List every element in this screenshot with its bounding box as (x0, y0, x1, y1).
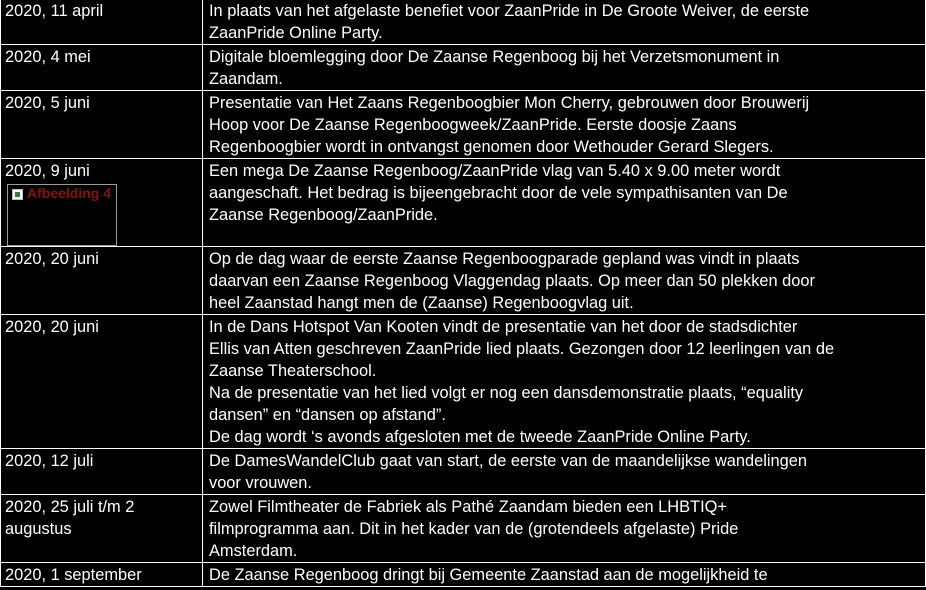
description-cell (203, 91, 926, 159)
date-text: 2020, 1 september (5, 566, 142, 584)
description-cell (203, 45, 926, 91)
table-row (1, 45, 926, 91)
description-cell (203, 247, 926, 315)
description-line: heel Zaanstad hangt men de (Zaanse) Regenboogvlag uit. (209, 294, 634, 312)
description-line: Hoop voor De Zaanse Regenboogweek/ZaanPride. Eerste doosje Zaans (209, 116, 737, 134)
date-text: 2020, 4 mei (5, 48, 91, 66)
date-text: 2020, 11 april (5, 2, 104, 20)
description-cell (203, 315, 926, 449)
description-line: dansen” en “dansen op afstand”. (209, 406, 446, 424)
description-line: Zaandam. (209, 70, 283, 88)
description-cell (203, 563, 926, 587)
date-cell (1, 495, 203, 563)
table-row (1, 0, 926, 45)
description-line: Presentatie van Het Zaans Regenboogbier Mon Cherry, gebrouwen door Brouwerij (209, 94, 810, 112)
description-line: Na de presentatie van het lied volgt er nog een dansdemonstratie plaats, “equality (209, 384, 804, 402)
table-row (1, 315, 926, 449)
date-text: 2020, 9 juni (5, 162, 90, 180)
description-line: ZaanPride Online Party. (209, 24, 383, 42)
description-line: Zaanse Theaterschool. (209, 362, 377, 380)
description-line: Een mega De Zaanse Regenboog/ZaanPride vlag van 5.40 x 9.00 meter wordt (209, 162, 781, 180)
description-line: De DamesWandelClub gaat van start, de eerste van de maandelijkse wandelingen (209, 452, 807, 470)
table-row (1, 159, 926, 247)
date-text: 2020, 20 juni (5, 318, 99, 336)
description-cell (203, 495, 926, 563)
date-text: 2020, 12 juli (5, 452, 94, 470)
description-line: Zaanse Regenboog/ZaanPride. (209, 206, 438, 224)
date-text: 2020, 5 juni (5, 94, 90, 112)
date-cell (1, 449, 203, 495)
description-line: voor vrouwen. (209, 474, 312, 492)
broken-image-placeholder (7, 184, 117, 246)
description-cell (203, 449, 926, 495)
description-line: Amsterdam. (209, 542, 298, 560)
description-cell (203, 0, 926, 45)
table-row (1, 495, 926, 563)
description-line: Ellis van Atten geschreven ZaanPride lied plaats. Gezongen door 12 leerlingen van de (209, 340, 835, 358)
date-cell (1, 159, 203, 247)
description-line: In de Dans Hotspot Van Kooten vindt de presentatie van het door de stadsdichter (209, 318, 798, 336)
table-row (1, 449, 926, 495)
description-line: Regenboogbier wordt in ontvangst genomen door Wethouder Gerard Slegers. (209, 138, 774, 156)
date-text: augustus (5, 520, 72, 538)
date-cell (1, 563, 203, 587)
description-line: De dag wordt ‘s avonds afgesloten met de tweede ZaanPride Online Party. (209, 428, 751, 446)
broken-image-icon (12, 189, 23, 200)
description-line: In plaats van het afgelaste benefiet voor ZaanPride in De Groote Weiver, de eerste (209, 2, 810, 20)
date-cell (1, 247, 203, 315)
image-alt-text: Afbeelding 4 (27, 185, 112, 201)
description-line: Digitale bloemlegging door De Zaanse Regenboog bij het Verzetsmonument in (209, 48, 780, 66)
date-text: 2020, 20 juni (5, 250, 99, 268)
description-line: Zowel Filmtheater de Fabriek als Pathé Zaandam bieden een LHBTIQ+ (209, 498, 727, 516)
table-row (1, 91, 926, 159)
date-cell (1, 315, 203, 449)
description-line: Op de dag waar de eerste Zaanse Regenboogparade gepland was vindt in plaats (209, 250, 800, 268)
description-line: filmprogramma aan. Dit in het kader van de (grotendeels afgelaste) Pride (209, 520, 739, 538)
date-text: 2020, 25 juli t/m 2 (5, 498, 135, 516)
description-line: aangeschaft. Het bedrag is bijeengebracht door de vele sympathisanten van De (209, 184, 788, 202)
date-cell (1, 0, 203, 45)
description-line: daarvan een Zaanse Regenboog Vlaggendag plaats. Op meer dan 50 plekken door (209, 272, 815, 290)
description-line: De Zaanse Regenboog dringt bij Gemeente Zaanstad aan de mogelijkheid te (209, 566, 768, 584)
date-cell (1, 45, 203, 91)
table-row (1, 247, 926, 315)
description-cell (203, 159, 926, 247)
table-row (1, 563, 926, 587)
date-cell (1, 91, 203, 159)
